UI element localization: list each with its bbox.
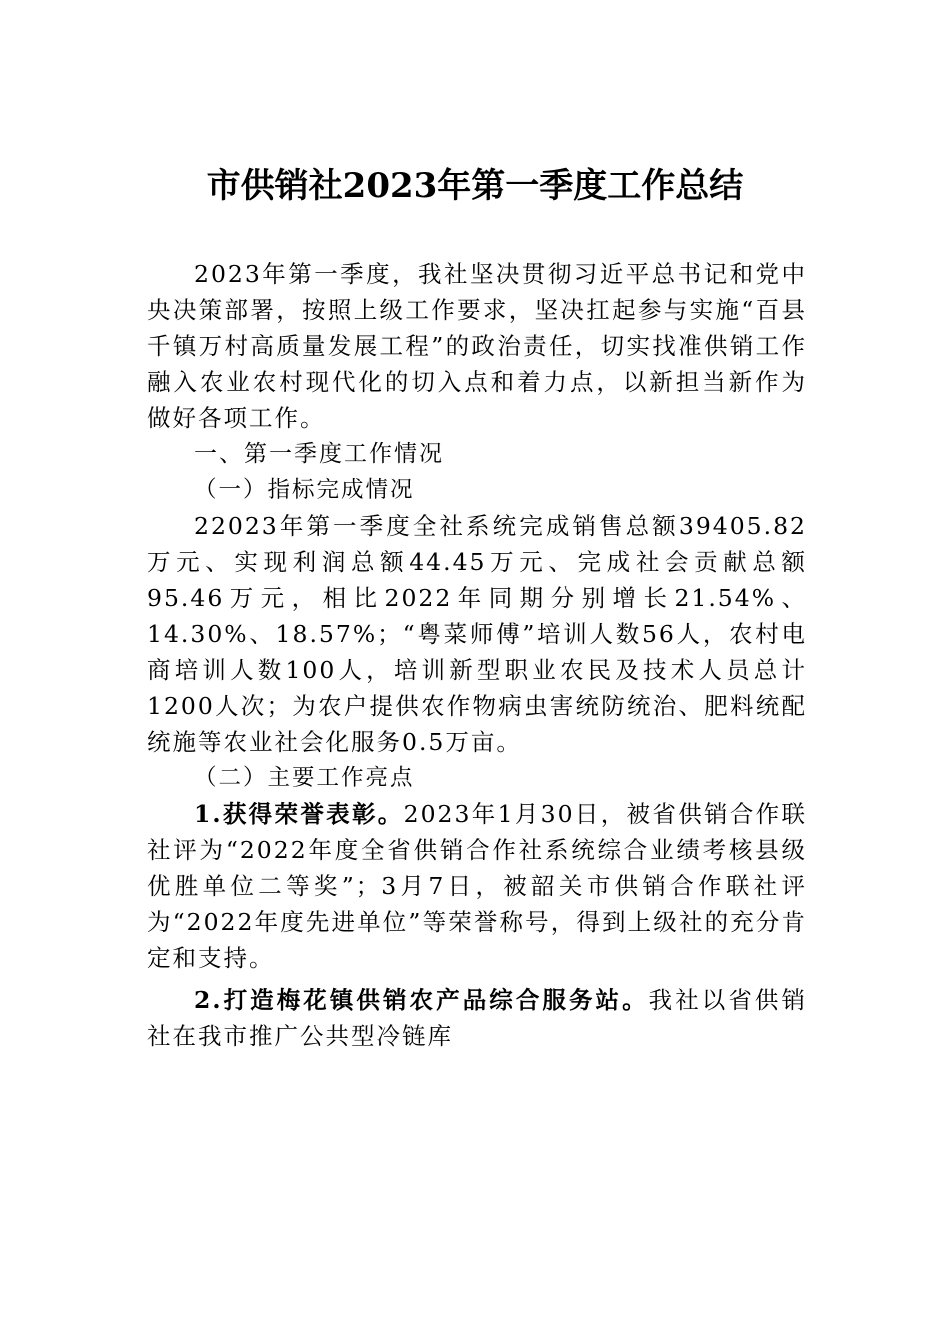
highlight-paragraph-1 [147, 796, 807, 976]
subsection-heading-1: （一）指标完成情况 [194, 477, 415, 503]
indicator-paragraph: 22023年第一季度全社系统完成销售总额39405.82万元、实现利润总额44.45万元、完成社会贡献总额95.46万元，相比2022年同期分别增长21.54%、14.30%、18.57%；“粤菜师傅”培训人数56人，农村电商培训人数100人，培训新型职业农民及技术人员总计1200人次；为农户提供农作物病虫害统防统治、肥料统配统施等农业社会化服务0.5万亩。 [147, 512, 807, 756]
subsection-heading-2: （二）主要工作亮点 [194, 765, 415, 791]
document-title: 市供销社2023年第一季度工作总结 [206, 166, 744, 206]
document-body [147, 256, 807, 1054]
highlight-1-body: 2023年1月30日，被省供销合作联社评为“2022年度全省供销合作社系统综合业绩考核县级优胜单位二等奖”；3月7日，被韶关市供销合作联社评为“2022年度先进单位”等荣誉称号，得到上级社的充分肯定和支持。 [147, 800, 807, 972]
intro-paragraph: 2023年第一季度，我社坚决贯彻习近平总书记和党中央决策部署，按照上级工作要求，坚决扛起参与实施“百县千镇万村高质量发展工程”的政治责任，切实找准供销工作融入农业农村现代化的切入点和着力点，以新担当新作为做好各项工作。 [147, 260, 807, 432]
highlight-1-lead: 1.获得荣誉表彰。 [194, 800, 404, 828]
highlight-2-lead: 2.打造梅花镇供销农产品综合服务站。 [194, 986, 649, 1014]
highlight-2-body: 我社以省供销社在我市推广公共型冷链库 [147, 986, 807, 1050]
section-heading-1: 一、第一季度工作情况 [194, 441, 444, 467]
highlight-paragraph-2 [147, 982, 807, 1054]
